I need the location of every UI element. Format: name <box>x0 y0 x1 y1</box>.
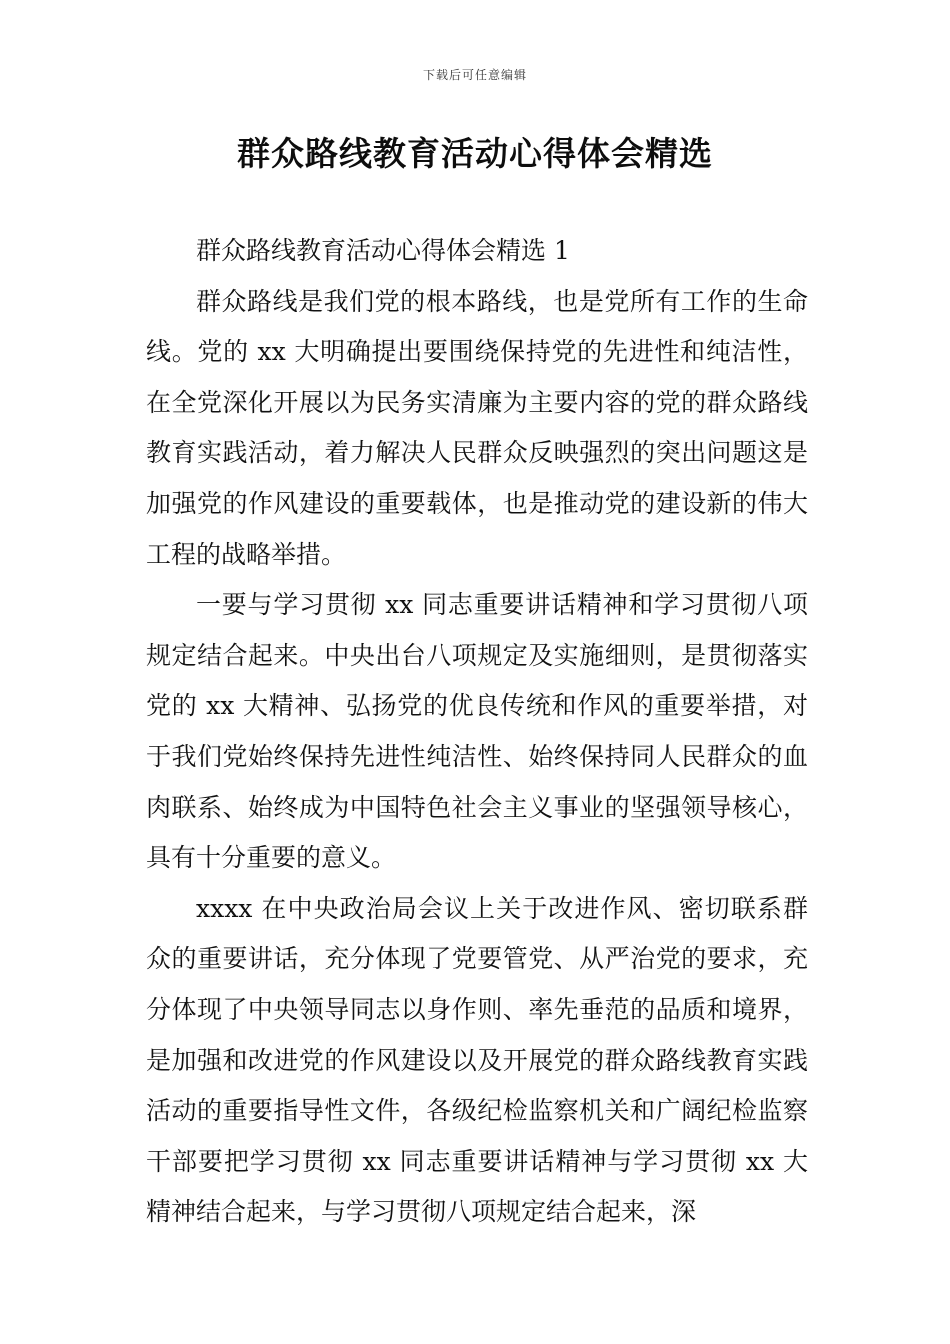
body-paragraph-2: 一要与学习贯彻 xx 同志重要讲话精神和学习贯彻八项规定结合起来。中央出台八项规定及实施细则，是贯彻落实党的 xx 大精神、弘扬党的优良传统和作风的重要举措，对于我们党始终保持先进性纯洁性、始终保持同人民群众的血肉联系、始终成为中国特色社会主义事业的坚强领导核心，具有十分重要的意义。 <box>146 590 808 873</box>
document-title: 群众路线教育活动心得体会精选 <box>237 134 713 173</box>
section-subheading: 群众路线教育活动心得体会精选 1 <box>196 236 570 265</box>
document-body <box>146 226 808 1238</box>
header-note: 下载后可任意编辑 <box>422 68 527 82</box>
body-paragraph-1: 群众路线是我们党的根本路线，也是党所有工作的生命线。党的 xx 大明确提出要围绕保持党的先进性和纯洁性，在全党深化开展以为民务实清廉为主要内容的党的群众路线教育实践活动，着力解决人民群众反映强烈的突出问题这是加强党的作风建设的重要载体，也是推动党的建设新的伟大工程的战略举措。 <box>146 286 808 569</box>
body-paragraph-3: xxxx 在中央政治局会议上关于改进作风、密切联系群众的重要讲话，充分体现了党要管党、从严治党的要求，充分体现了中央领导同志以身作则、率先垂范的品质和境界，是加强和改进党的作风建设以及开展党的群众路线教育实践活动的重要指导性文件，各级纪检监察机关和广阔纪检监察干部要把学习贯彻 xx 同志重要讲话精神与学习贯彻 xx 大精神结合起来，与学习贯彻八项规定结合起来，深 <box>146 893 808 1227</box>
